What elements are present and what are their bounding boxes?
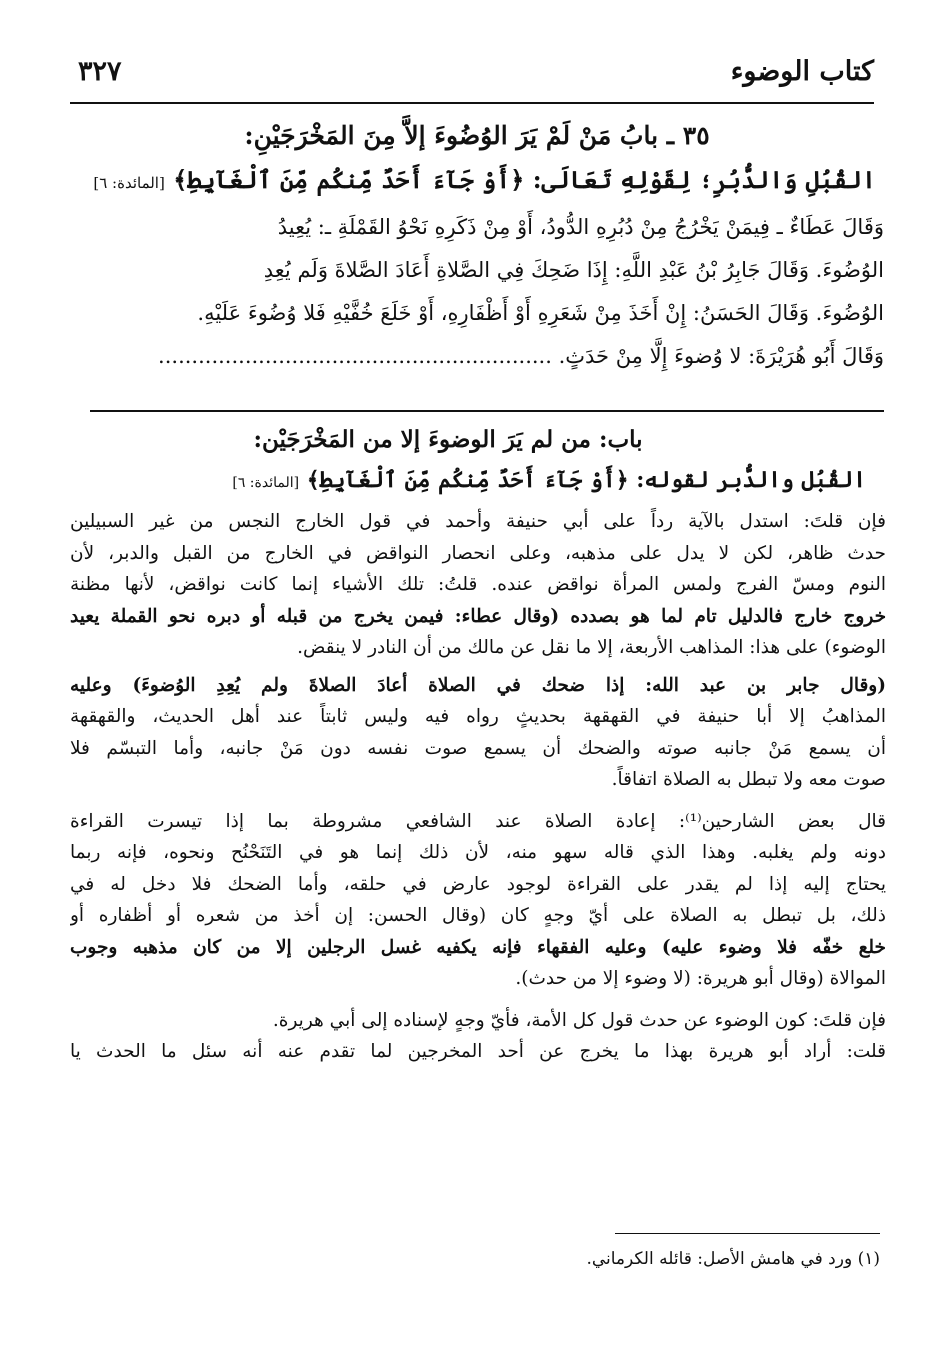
running-title: كتاب الوضوء xyxy=(730,56,874,87)
text-line: النوم ومسّ الفرج ولمس المرأة نواقض عنده. قلتُ: تلك الأشياء إنما كانت نواقض، لأنها مظنة xyxy=(70,574,886,595)
footnote-marker: (١) xyxy=(857,1249,880,1269)
hadith-body xyxy=(70,206,884,378)
text-line: أن يسمع مَنْ جانبه صوته والضحك أن يسمع صوت نفسه دون مَنْ جانبه، وأما التبسّم فلا xyxy=(70,737,886,759)
footnote xyxy=(586,1246,880,1272)
running-header xyxy=(70,56,874,104)
commentary-paragraph xyxy=(70,506,886,664)
text-line: فإن قلتَ: كون الوضوء عن حدث قول كل الأمة، فأيّ وجهٍ لإسناده إلى أبي هريرة. xyxy=(272,1009,886,1031)
footnote-text: ورد في هامش الأصل: قائله الكرماني. xyxy=(586,1249,853,1269)
footnote-rule xyxy=(615,1233,880,1234)
page-number: ٣٢٧ xyxy=(78,56,122,87)
text-line: خروج خارج فالدليل تام لما هو بصدده (وقال عطاء: فيمن يخرج من قبله أو دبره نحو القملة يعيد xyxy=(70,605,886,627)
commentary-block xyxy=(70,420,886,1068)
section-divider xyxy=(90,410,884,412)
text-line: ذلك، بل تبطل به الصلاة على أيّ وجهٍ كان (وقال الحسن: إن أخذ من شعره أو أظفاره أو xyxy=(70,905,886,926)
text-line: (وقال جابر بن عبد الله: إذا ضحك في الصلاة أعادَ الصلاةَ ولم يُعِدِ الوُضوءَ) وعليه xyxy=(70,674,886,696)
text-line: خلع خفّه فلا وضوء عليه) وعليه الفقهاء فإنه يكفيه غسل الرجلين إلا من كان مذهبه وجوب xyxy=(70,936,886,958)
text-line: الموالاة (وقال أبو هريرة: (لا وضوء إلا من حدث). xyxy=(515,968,886,989)
text-line: قال بعض الشارحين⁽¹⁾: إعادة الصلاة عند الشافعي مشروطة بما إذا تيسرت القراءة xyxy=(70,810,886,832)
text-line: الوضوء) على هذا: المذاهب الأربعة، إلا ما نقل عن مالك من أن النادر لا ينقض. xyxy=(297,637,886,658)
commentary-paragraph xyxy=(70,806,886,995)
commentary-subheading xyxy=(70,460,886,500)
quran-reference: [المائدة: ٦] xyxy=(93,174,165,192)
chapter-heading: ٣٥ ـ بابُ مَنْ لَمْ يَرَ الوُضُوءَ إلاَّ مِنَ المَخْرَجَيْنِ: xyxy=(244,121,710,150)
hadith-line: الوُضُوءَ. وَقَالَ الحَسَنُ: إِنْ أَخَذَ مِنْ شَعَرِهِ أَوْ أَظْفَارِهِ، أَوْ خَلَعَ خُفَّيْهِ فَلا وُضُوءَ عَلَيْهِ. xyxy=(197,301,884,325)
text-line: صوت معه ولا تبطل به الصلاة اتفاقاً. xyxy=(611,769,886,790)
commentary-subheading-text: القُبُل والدُّبر لقوله: ﴿أَوْ جَآءَ أَحَدٌ مِّنكُم مِّنَ ٱلْغَآيِطِ﴾ xyxy=(306,467,866,493)
hadith-text-block xyxy=(70,114,884,378)
hadith-line: وَقَالَ أَبُو هُرَيْرَةَ: لا وُضوءَ إِلَّا مِنْ حَدَثٍ. ........................................................... xyxy=(158,344,884,368)
text-line: دونه ولم يغلبه. وهذا الذي قاله سهو منه، لأن ذلك إنما هو في التَنَحْنُح ونحوه، فإنه ربما xyxy=(70,842,886,863)
header-rule xyxy=(70,102,874,104)
chapter-subheading-text: القُبُلِ وَالدُّبُرِ؛ لِقَوْلِهِ تَعَالَى: ﴿أَوْ جَآءَ أَحَدٌ مِّنكُم مِّنَ ٱلْغَآيِطِ﴾ xyxy=(173,165,876,194)
quran-reference: [المائدة: ٦] xyxy=(232,475,300,491)
hadith-line: الوُضُوءَ. وَقَالَ جَابِرُ بْنُ عَبْدِ اللَّهِ: إِذَا ضَحِكَ فِي الصَّلاةِ أَعَادَ الصَّلاةَ وَلَم يُعِدِ xyxy=(263,258,884,282)
commentary-paragraph xyxy=(70,670,886,796)
hadith-line: وَقَالَ عَطَاءٌ ـ فِيمَنْ يَخْرُجُ مِنْ دُبُرِهِ الدُّودُ، أَوْ مِنْ ذَكَرِهِ نَحْوُ القَمْلَةِ ـ: يُعِيدُ xyxy=(277,215,884,239)
text-line: يحتاج إليه إذا لم يقدر على القراءة لوجود عارض في حلقه، وأما الضحك فلا دخل له في xyxy=(70,873,886,895)
commentary-heading: باب: من لم يَرَ الوضوءَ إلا من المَخْرَجَيْن: xyxy=(253,426,643,453)
text-line: حدث ظاهر، لكن لا يدل على مذهبه، وعلى انحصار النواقض في الخارج من القبل والدبر، لأن xyxy=(70,542,886,564)
text-line: قلت: أراد أبو هريرة بهذا ما يخرج عن أحد المخرجين لما تقدم عنه أنه سئل ما الحدث يا xyxy=(70,1041,886,1062)
text-line: فإن قلتَ: استدل بالآية رداً على أبي حنيفة وأحمد في قول الخارج النجس من غير السبيلين xyxy=(70,511,886,532)
commentary-paragraph xyxy=(70,1005,886,1068)
text-line: المذاهبُ إلا أبا حنيفة في القهقهة بحديثٍ رواه فيه وليس ثابتاً عند أهل الحديث، والقهقهة xyxy=(70,706,886,727)
chapter-subheading xyxy=(70,158,884,202)
